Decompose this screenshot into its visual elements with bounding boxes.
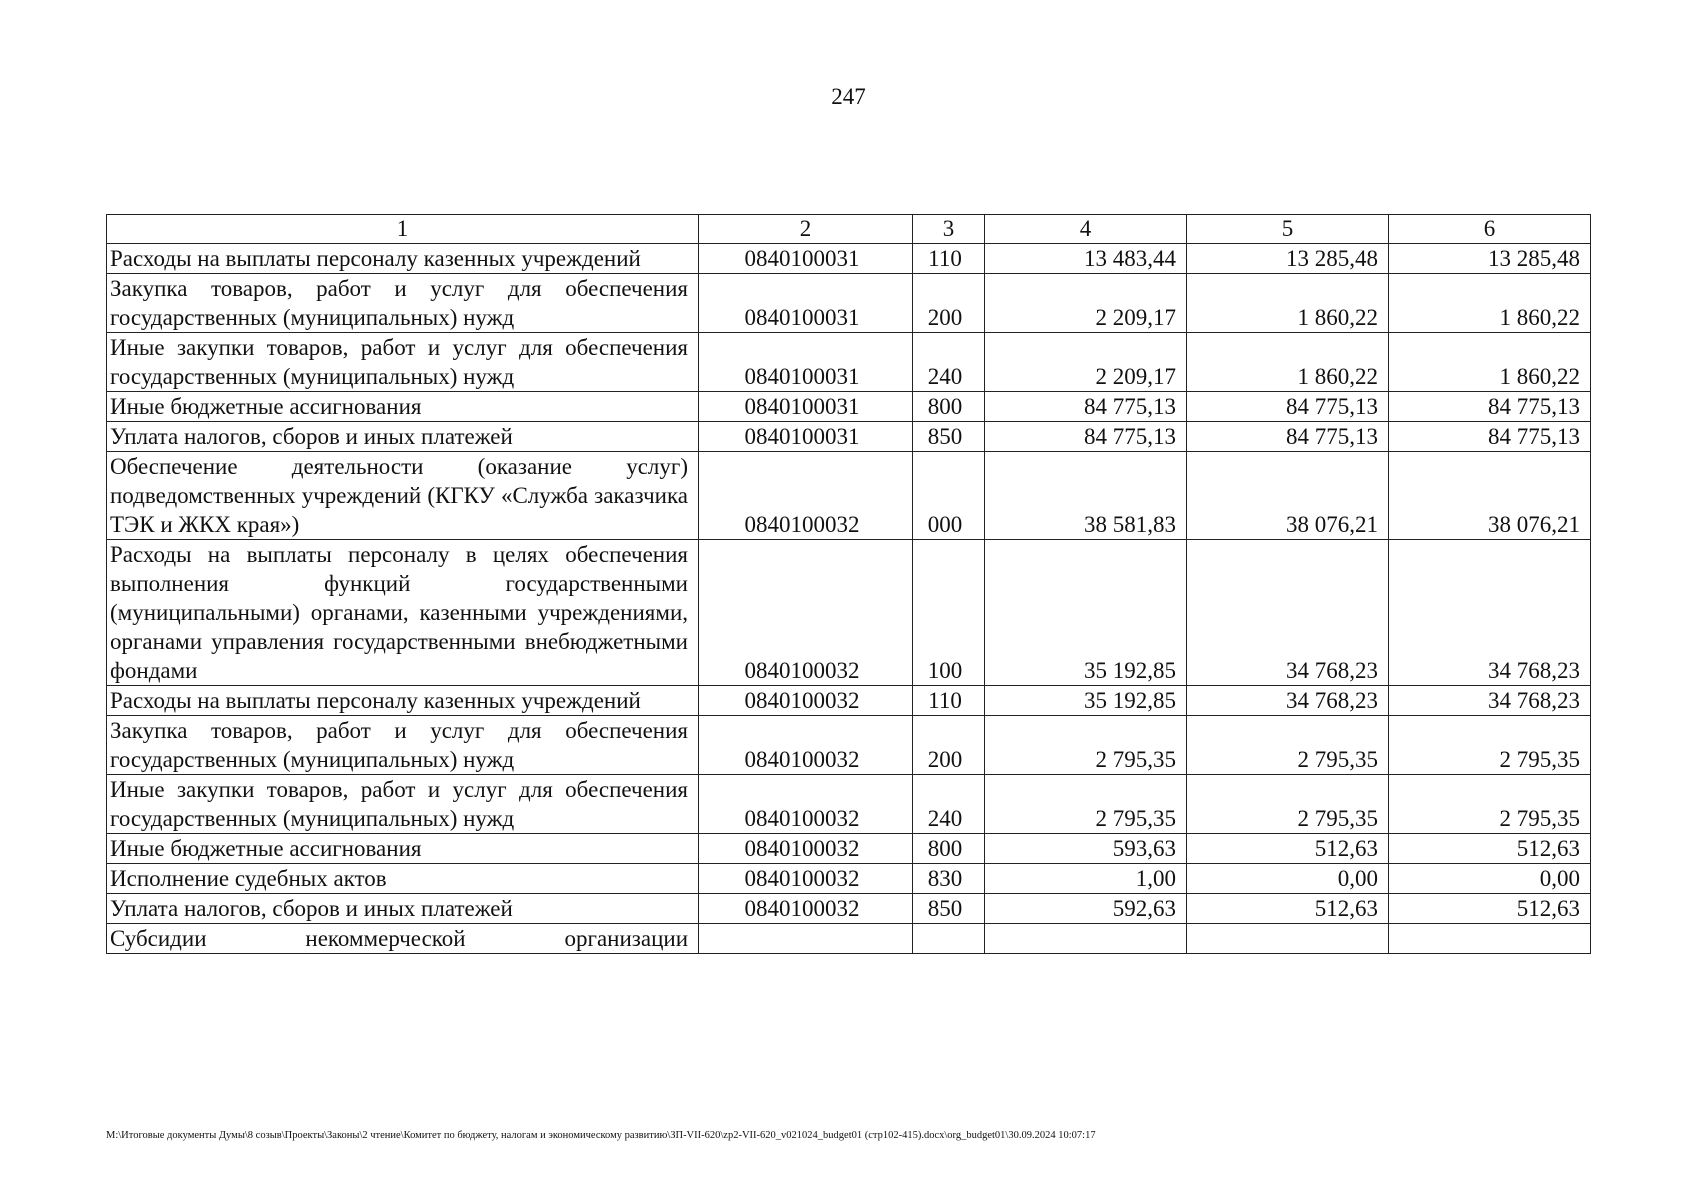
row-code: 0840100032 bbox=[699, 452, 913, 540]
row-value-6: 1 860,22 bbox=[1389, 333, 1591, 392]
row-value-5: 0,00 bbox=[1187, 864, 1389, 894]
row-code: 0840100032 bbox=[699, 864, 913, 894]
row-code: 0840100032 bbox=[699, 540, 913, 686]
row-name: Иные закупки товаров, работ и услуг для обеспечения государственных (муниципальных) нужд bbox=[107, 333, 699, 392]
table-row bbox=[107, 686, 1591, 716]
row-value-5: 84 775,13 bbox=[1187, 422, 1389, 452]
row-value-5: 1 860,22 bbox=[1187, 274, 1389, 333]
row-code: 0840100031 bbox=[699, 392, 913, 422]
row-name: Расходы на выплаты персоналу в целях обеспечения выполнения функций государственными (муниципальными) органами, казенными учреждениями, органами управления государственными внебюджетными фондами bbox=[107, 540, 699, 686]
row-value-6: 34 768,23 bbox=[1389, 540, 1591, 686]
row-value-6: 2 795,35 bbox=[1389, 775, 1591, 834]
table-row bbox=[107, 864, 1591, 894]
row-code: 0840100032 bbox=[699, 716, 913, 775]
row-value-4: 593,63 bbox=[985, 834, 1187, 864]
table-row bbox=[107, 244, 1591, 274]
row-value-6 bbox=[1389, 924, 1591, 954]
row-name: Уплата налогов, сборов и иных платежей bbox=[107, 894, 699, 924]
row-value-5: 84 775,13 bbox=[1187, 392, 1389, 422]
row-code: 0840100031 bbox=[699, 333, 913, 392]
row-name: Субсидии некоммерческой организации bbox=[107, 924, 699, 954]
row-value-6: 0,00 bbox=[1389, 864, 1591, 894]
row-value-4: 35 192,85 bbox=[985, 686, 1187, 716]
row-expense-type: 800 bbox=[913, 834, 985, 864]
row-value-4: 1,00 bbox=[985, 864, 1187, 894]
column-header-5: 5 bbox=[1187, 215, 1389, 244]
row-expense-type: 100 bbox=[913, 540, 985, 686]
row-value-5: 2 795,35 bbox=[1187, 775, 1389, 834]
row-expense-type: 200 bbox=[913, 274, 985, 333]
row-value-6: 512,63 bbox=[1389, 834, 1591, 864]
page-number: 247 bbox=[831, 84, 866, 109]
row-code: 0840100032 bbox=[699, 894, 913, 924]
column-header-1: 1 bbox=[107, 215, 699, 244]
row-value-6: 34 768,23 bbox=[1389, 686, 1591, 716]
table-row bbox=[107, 894, 1591, 924]
row-value-4: 84 775,13 bbox=[985, 392, 1187, 422]
row-value-4: 35 192,85 bbox=[985, 540, 1187, 686]
row-value-6: 512,63 bbox=[1389, 894, 1591, 924]
row-value-5: 13 285,48 bbox=[1187, 244, 1389, 274]
row-value-5: 1 860,22 bbox=[1187, 333, 1389, 392]
row-value-5: 34 768,23 bbox=[1187, 540, 1389, 686]
row-code bbox=[699, 924, 913, 954]
row-name: Иные бюджетные ассигнования bbox=[107, 392, 699, 422]
row-value-6: 13 285,48 bbox=[1389, 244, 1591, 274]
row-value-5: 38 076,21 bbox=[1187, 452, 1389, 540]
header-row bbox=[107, 215, 1591, 244]
column-header-2: 2 bbox=[699, 215, 913, 244]
column-header-6: 6 bbox=[1389, 215, 1591, 244]
table-row bbox=[107, 716, 1591, 775]
row-name: Закупка товаров, работ и услуг для обеспечения государственных (муниципальных) нужд bbox=[107, 274, 699, 333]
row-expense-type bbox=[913, 924, 985, 954]
row-expense-type: 110 bbox=[913, 244, 985, 274]
table-row bbox=[107, 540, 1591, 686]
row-value-4: 2 795,35 bbox=[985, 775, 1187, 834]
row-value-4: 2 209,17 bbox=[985, 274, 1187, 333]
row-expense-type: 850 bbox=[913, 422, 985, 452]
row-value-4: 38 581,83 bbox=[985, 452, 1187, 540]
row-name: Иные закупки товаров, работ и услуг для обеспечения государственных (муниципальных) нужд bbox=[107, 775, 699, 834]
row-value-6: 2 795,35 bbox=[1389, 716, 1591, 775]
row-value-5: 34 768,23 bbox=[1187, 686, 1389, 716]
row-code: 0840100032 bbox=[699, 686, 913, 716]
column-header-3: 3 bbox=[913, 215, 985, 244]
row-name: Расходы на выплаты персоналу казенных учреждений bbox=[107, 244, 699, 274]
row-value-4: 592,63 bbox=[985, 894, 1187, 924]
row-value-5: 512,63 bbox=[1187, 894, 1389, 924]
row-value-4: 2 209,17 bbox=[985, 333, 1187, 392]
row-name: Уплата налогов, сборов и иных платежей bbox=[107, 422, 699, 452]
row-expense-type: 830 bbox=[913, 864, 985, 894]
row-expense-type: 110 bbox=[913, 686, 985, 716]
row-value-5: 2 795,35 bbox=[1187, 716, 1389, 775]
row-expense-type: 800 bbox=[913, 392, 985, 422]
row-value-4: 13 483,44 bbox=[985, 244, 1187, 274]
row-value-4: 84 775,13 bbox=[985, 422, 1187, 452]
row-code: 0840100031 bbox=[699, 422, 913, 452]
footer-file-path: M:\Итоговые документы Думы\8 созыв\Проекты\Законы\2 чтение\Комитет по бюджету, налогам и экономическому развитию\ЗП-VII-620\zp2-VII-620_v021024_budget01 (стр102-415).docx\org_budget01\30.09.2024 10:07:17 bbox=[106, 1130, 1096, 1141]
row-expense-type: 850 bbox=[913, 894, 985, 924]
row-code: 0840100032 bbox=[699, 834, 913, 864]
row-name: Обеспечение деятельности (оказание услуг) подведомственных учреждений (КГКУ «Служба заказчика ТЭК и ЖКХ края») bbox=[107, 452, 699, 540]
row-value-5: 512,63 bbox=[1187, 834, 1389, 864]
row-value-6: 84 775,13 bbox=[1389, 392, 1591, 422]
row-code: 0840100032 bbox=[699, 775, 913, 834]
row-value-6: 1 860,22 bbox=[1389, 274, 1591, 333]
table-row bbox=[107, 274, 1591, 333]
row-expense-type: 240 bbox=[913, 775, 985, 834]
row-expense-type: 000 bbox=[913, 452, 985, 540]
row-code: 0840100031 bbox=[699, 244, 913, 274]
row-expense-type: 200 bbox=[913, 716, 985, 775]
table-row bbox=[107, 775, 1591, 834]
row-name: Расходы на выплаты персоналу казенных учреждений bbox=[107, 686, 699, 716]
budget-table bbox=[106, 214, 1591, 954]
row-name: Исполнение судебных актов bbox=[107, 864, 699, 894]
table-row bbox=[107, 452, 1591, 540]
row-name: Иные бюджетные ассигнования bbox=[107, 834, 699, 864]
row-expense-type: 240 bbox=[913, 333, 985, 392]
row-value-6: 84 775,13 bbox=[1389, 422, 1591, 452]
row-value-5 bbox=[1187, 924, 1389, 954]
row-code: 0840100031 bbox=[699, 274, 913, 333]
column-header-4: 4 bbox=[985, 215, 1187, 244]
row-value-4 bbox=[985, 924, 1187, 954]
table-row bbox=[107, 392, 1591, 422]
table-row bbox=[107, 333, 1591, 392]
table-row bbox=[107, 924, 1591, 954]
table-row bbox=[107, 422, 1591, 452]
row-name: Закупка товаров, работ и услуг для обеспечения государственных (муниципальных) нужд bbox=[107, 716, 699, 775]
row-value-4: 2 795,35 bbox=[985, 716, 1187, 775]
row-value-6: 38 076,21 bbox=[1389, 452, 1591, 540]
table-row bbox=[107, 834, 1591, 864]
